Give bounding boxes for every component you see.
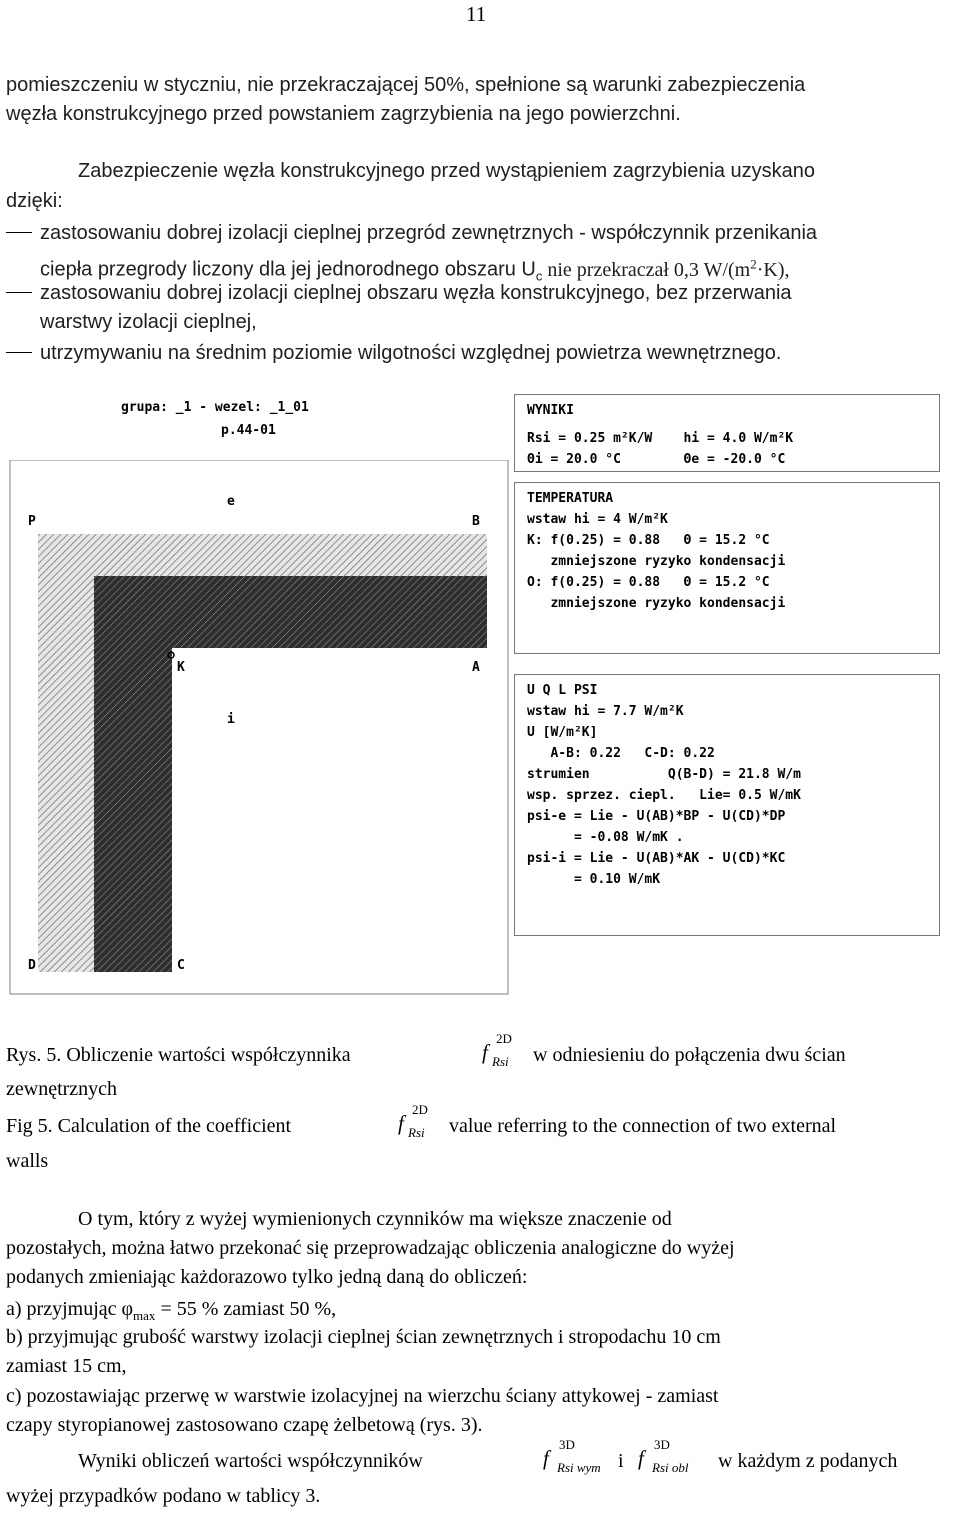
bullet-2-line-2: warstwy izolacji cieplnej, bbox=[40, 311, 257, 333]
uqlpsi-line-8: = -0.08 W/mK . bbox=[527, 830, 684, 845]
label-a: A bbox=[472, 660, 480, 675]
u-q-l-psi-panel bbox=[514, 674, 940, 936]
bullet-dash-1 bbox=[6, 232, 32, 233]
item-b-line-2: zamiast 15 cm, bbox=[6, 1355, 127, 1377]
temperature-line-6: zmniejszone ryzyko kondensacji bbox=[527, 596, 786, 611]
item-c-line-1: c) pozostawiając przerwę w warstwie izolacyjnej na wierzchu ściany attykowej - zamiast bbox=[6, 1385, 719, 1407]
item-a: a) przyjmując $\varphi_{max} = 55$ % zamiast 50 %, bbox=[6, 1298, 337, 1323]
label-p: P bbox=[28, 514, 36, 529]
temperature-panel bbox=[514, 482, 940, 654]
results-panel bbox=[514, 394, 940, 472]
caption-en-line-2: walls bbox=[6, 1150, 49, 1172]
page-number: 11 bbox=[466, 2, 487, 26]
uqlpsi-title: U Q L PSI bbox=[527, 683, 598, 698]
temperature-line-4: zmniejszone ryzyko kondensacji bbox=[527, 554, 786, 569]
temperature-line-5: O: f(0.25) = 0.88 Θ = 15.2 °C bbox=[527, 575, 770, 590]
caption-pl-line-1: Rys. 5. Obliczenie wartości współczynnika w odniesieniu do połączenia dwu ścian bbox=[6, 1044, 846, 1066]
results-title: WYNIKI bbox=[527, 403, 574, 418]
caption-en-f-symbol: f 2D Rsi bbox=[398, 1102, 428, 1140]
label-d: D bbox=[28, 958, 36, 973]
results-line-2: Rsi = 0.25 m²K/W hi = 4.0 W/m²K bbox=[527, 431, 794, 446]
caption-pl-f-symbol: f 2D Rsi bbox=[482, 1031, 512, 1069]
temperature-line-3: K: f(0.25) = 0.88 Θ = 15.2 °C bbox=[527, 533, 770, 548]
uqlpsi-line-7: psi-e = Lie - U(AB)*BP - U(CD)*DP bbox=[527, 809, 786, 824]
figure-header-line-2: p.44-01 bbox=[221, 423, 276, 438]
para2-line-2: dzięki: bbox=[6, 190, 63, 212]
uqlpsi-line-6: wsp. sprzez. ciepl. Lie= 0.5 W/mK bbox=[527, 788, 801, 803]
figure-5 bbox=[0, 388, 960, 1000]
figure-header-line-1: grupa: _1 - wezel: _1_01 bbox=[121, 400, 309, 415]
caption-en-line-1: Fig 5. Calculation of the coefficient value referring to the connection of two external bbox=[6, 1115, 837, 1137]
temperature-line-2: wstaw hi = 4 W/m²K bbox=[527, 512, 668, 527]
final-f-obl-symbol: f 3D Rsi obl bbox=[638, 1437, 689, 1475]
uqlpsi-line-5: strumien Q(B-D) = 21.8 W/m bbox=[527, 767, 801, 782]
para3-line-3: podanych zmieniając każdorazowo tylko jedną daną do obliczeń: bbox=[6, 1266, 528, 1288]
label-b: B bbox=[472, 514, 480, 529]
bullet-3-line-1: utrzymywaniu na średnim poziomie wilgotności względnej powietrza wewnętrznego. bbox=[40, 342, 782, 364]
bullet-1-line-2: ciepła przegrody liczony dla jej jednorodnego obszaru $U_c$ nie przekraczał 0,3 $W/(m^2\cdot K)$, bbox=[40, 256, 790, 284]
bullet-dash-3 bbox=[6, 352, 32, 353]
para2-line-1: Zabezpieczenie węzła konstrukcyjnego przed wystąpieniem zagrzybienia uzyskano bbox=[78, 160, 816, 182]
para3-line-2: pozostałych, można łatwo przekonać się przeprowadzając obliczenia analogiczne do wyżej bbox=[6, 1237, 735, 1259]
intro-line-1: pomieszczeniu w styczniu, nie przekraczającej 50%, spełnione są warunki zabezpieczenia bbox=[6, 74, 806, 96]
bullet-dash-2 bbox=[6, 292, 32, 293]
label-k: K bbox=[177, 660, 185, 675]
final-f-wym-symbol: f 3D Rsi wym bbox=[543, 1437, 601, 1475]
uqlpsi-line-9: psi-i = Lie - U(AB)*AK - U(CD)*KC bbox=[527, 851, 786, 866]
node-drawing bbox=[0, 460, 520, 1000]
bullet-2-line-1: zastosowaniu dobrej izolacji cieplnej obszaru węzła konstrukcyjnego, bez przerwania bbox=[40, 282, 792, 304]
intro-line-2: węzła konstrukcyjnego przed powstaniem zagrzybienia na jego powierzchni. bbox=[6, 103, 681, 125]
results-line-3: Θi = 20.0 °C Θe = -20.0 °C bbox=[527, 452, 786, 467]
label-i: i bbox=[227, 712, 235, 727]
para3-line-1: O tym, który z wyżej wymienionych czynników ma większe znaczenie od bbox=[78, 1208, 672, 1230]
uqlpsi-line-10: = 0.10 W/mK bbox=[527, 872, 661, 887]
uqlpsi-line-3: U [W/m²K] bbox=[527, 725, 598, 740]
temperature-title: TEMPERATURA bbox=[527, 491, 614, 506]
caption-pl-line-2: zewnętrznych bbox=[6, 1078, 118, 1100]
bullet-1-line-1: zastosowaniu dobrej izolacji cieplnej przegród zewnętrznych - współczynnik przenikania bbox=[40, 222, 818, 244]
label-c: C bbox=[177, 958, 185, 973]
uqlpsi-line-4: A-B: 0.22 C-D: 0.22 bbox=[527, 746, 715, 761]
item-b-line-1: b) przyjmując grubość warstwy izolacji cieplnej ścian zewnętrznych i stropodachu 10 cm bbox=[6, 1326, 721, 1348]
final-line-2: wyżej przypadków podano w tablicy 3. bbox=[6, 1485, 321, 1507]
label-e: e bbox=[227, 494, 235, 509]
uqlpsi-line-2: wstaw hi = 7.7 W/m²K bbox=[527, 704, 684, 719]
item-c-line-2: czapy styropianowej zastosowano czapę żelbetową (rys. 3). bbox=[6, 1414, 483, 1436]
